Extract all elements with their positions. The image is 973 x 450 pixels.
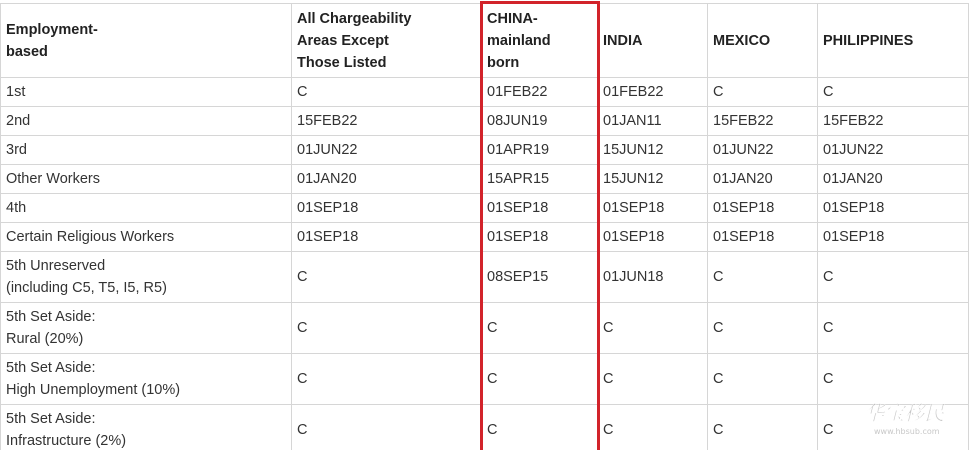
cell-india: 01SEP18 [598, 223, 708, 252]
cell-china: 15APR15 [482, 165, 598, 194]
cell-mexico: C [708, 354, 818, 405]
cell-india: 01JUN18 [598, 252, 708, 303]
table-row [1, 136, 969, 165]
cell-india: C [598, 405, 708, 450]
cell-all-chargeability: C [292, 405, 482, 450]
cell-india: C [598, 354, 708, 405]
cell-philippines: 01JUN22 [818, 136, 969, 165]
row-label: 5th Unreserved (including C5, T5, I5, R5) [1, 252, 292, 303]
cell-china: 01FEB22 [482, 78, 598, 107]
row-label: 4th [1, 194, 292, 223]
cell-mexico: C [708, 303, 818, 354]
cell-philippines: C [818, 252, 969, 303]
cell-mexico: 01JAN20 [708, 165, 818, 194]
cell-china: 01APR19 [482, 136, 598, 165]
svg-text:www.hbsub.com: www.hbsub.com [874, 427, 940, 436]
cell-china: C [482, 405, 598, 450]
row-label: 5th Set Aside: Rural (20%) [1, 303, 292, 354]
table-row [1, 107, 969, 136]
cell-mexico: C [708, 405, 818, 450]
cell-all-chargeability: C [292, 354, 482, 405]
table-row [1, 303, 969, 354]
cell-all-chargeability: 15FEB22 [292, 107, 482, 136]
cell-philippines: C [818, 78, 969, 107]
cell-philippines: C [818, 354, 969, 405]
row-label: 2nd [1, 107, 292, 136]
row-label: Certain Religious Workers [1, 223, 292, 252]
table-row [1, 78, 969, 107]
employment-based-dates-table [0, 3, 969, 450]
cell-india: 01JAN11 [598, 107, 708, 136]
cell-china: 01SEP18 [482, 223, 598, 252]
header-india: INDIA [598, 4, 708, 78]
cell-china: C [482, 303, 598, 354]
cell-china: 08SEP15 [482, 252, 598, 303]
cell-india: 01SEP18 [598, 194, 708, 223]
row-label: 5th Set Aside: High Unemployment (10%) [1, 354, 292, 405]
header-employment-based: Employment- based [1, 4, 292, 78]
cell-all-chargeability: 01JUN22 [292, 136, 482, 165]
cell-china: 01SEP18 [482, 194, 598, 223]
cell-india: 01FEB22 [598, 78, 708, 107]
cell-philippines: C [818, 405, 969, 450]
row-label: 1st [1, 78, 292, 107]
table-row [1, 223, 969, 252]
table-row [1, 252, 969, 303]
cell-all-chargeability: C [292, 78, 482, 107]
header-row [1, 4, 969, 78]
cell-india: 15JUN12 [598, 165, 708, 194]
header-mexico: MEXICO [708, 4, 818, 78]
row-label: Other Workers [1, 165, 292, 194]
cell-all-chargeability: 01JAN20 [292, 165, 482, 194]
header-china-mainland: CHINA- mainland born [482, 4, 598, 78]
cell-mexico: 01SEP18 [708, 223, 818, 252]
cell-mexico: C [708, 252, 818, 303]
svg-text:华宝移民: 华宝移民 [864, 401, 944, 425]
cell-mexico: C [708, 78, 818, 107]
table-row [1, 194, 969, 223]
cell-mexico: 01JUN22 [708, 136, 818, 165]
cell-all-chargeability: C [292, 303, 482, 354]
cell-philippines: 01SEP18 [818, 194, 969, 223]
cell-mexico: 01SEP18 [708, 194, 818, 223]
cell-mexico: 15FEB22 [708, 107, 818, 136]
cell-philippines: C [818, 303, 969, 354]
cell-all-chargeability: 01SEP18 [292, 194, 482, 223]
table-row [1, 354, 969, 405]
row-label: 5th Set Aside: Infrastructure (2%) [1, 405, 292, 450]
cell-india: 15JUN12 [598, 136, 708, 165]
header-philippines: PHILIPPINES [818, 4, 969, 78]
table-row [1, 165, 969, 194]
cell-china: 08JUN19 [482, 107, 598, 136]
cell-all-chargeability: C [292, 252, 482, 303]
cell-philippines: 15FEB22 [818, 107, 969, 136]
header-all-chargeability: All Chargeability Areas Except Those Listed [292, 4, 482, 78]
cell-philippines: 01JAN20 [818, 165, 969, 194]
cell-philippines: 01SEP18 [818, 223, 969, 252]
row-label: 3rd [1, 136, 292, 165]
cell-china: C [482, 354, 598, 405]
cell-india: C [598, 303, 708, 354]
cell-all-chargeability: 01SEP18 [292, 223, 482, 252]
table-row [1, 405, 969, 450]
